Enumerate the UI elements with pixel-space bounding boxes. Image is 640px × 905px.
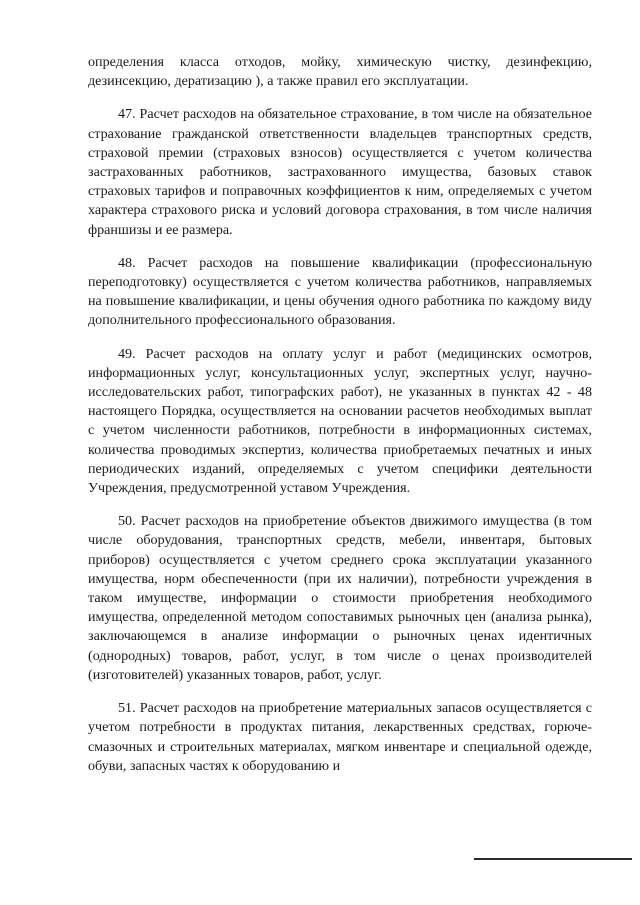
paragraph-50: 50. Расчет расходов на приобретение объектов движимого имущества (в том числе оборудования, транспортных средств, мебели, инвентаря, бытовых приборов) осуществляется с учетом среднего срока эксплуатации указанного имущества, норм обеспеченности (при их наличии), потребности учреждения в таком имуществе, информации о стоимости приобретения необходимого имущества, определенной методом сопоставимых рыночных цен (анализа рынка), заключающемся в анализе информации о рыночных ценах идентичных (однородных) товаров, работ, услуг, в том числе о ценах производителей (изготовителей) указанных товаров, работ, услуг. [88, 513, 592, 683]
paragraph-continuation: определения класса отходов, мойку, химическую чистку, дезинфекцию, дезинсекцию, дератизацию ), а также правил его эксплуатации. [88, 54, 592, 90]
paragraph-47: 47. Расчет расходов на обязательное страхование, в том числе на обязательное страхование гражданской ответственности владельцев транспортных средств, страховой премии (страховых взносов) осуществляется с учетом количества застрахованных работников, застрахованного имущества, базовых ставок страховых тарифов и поправочных коэффициентов к ним, определяемых с учетом характера страхового риска и условий договора страхования, в том числе наличия франшизы и ее размера. [88, 106, 592, 238]
paragraph-49: 49. Расчет расходов на оплату услуг и работ (медицинских осмотров, информационных услуг, консультационных услуг, экспертных услуг, научно-исследовательских работ, типографских работ), не указанных в пунктах 42 - 48 настоящего Порядка, осуществляется на основании расчетов необходимых выплат с учетом численности работников, потребности в информационных системах, количества проводимых экспертиз, количества приобретаемых печатных и иных периодических изданий, определяемых с учетом специфики деятельности Учреждения, предусмотренной уставом Учреждения. [88, 345, 592, 497]
footer-divider [474, 858, 632, 860]
paragraph-51: 51. Расчет расходов на приобретение материальных запасов осуществляется с учетом потребности в продуктах питания, лекарственных средствах, горюче-смазочных и строительных материалах, мягком инвентаре и специальной одежде, обуви, запасных частях к оборудованию и [88, 700, 592, 774]
paragraph-48: 48. Расчет расходов на повышение квалификации (профессиональную переподготовку) осуществляется с учетом количества работников, направляемых на повышение квалификации, и цены обучения одного работника по каждому виду дополнительного профессионального образования. [88, 254, 592, 329]
document-body [88, 53, 592, 790]
